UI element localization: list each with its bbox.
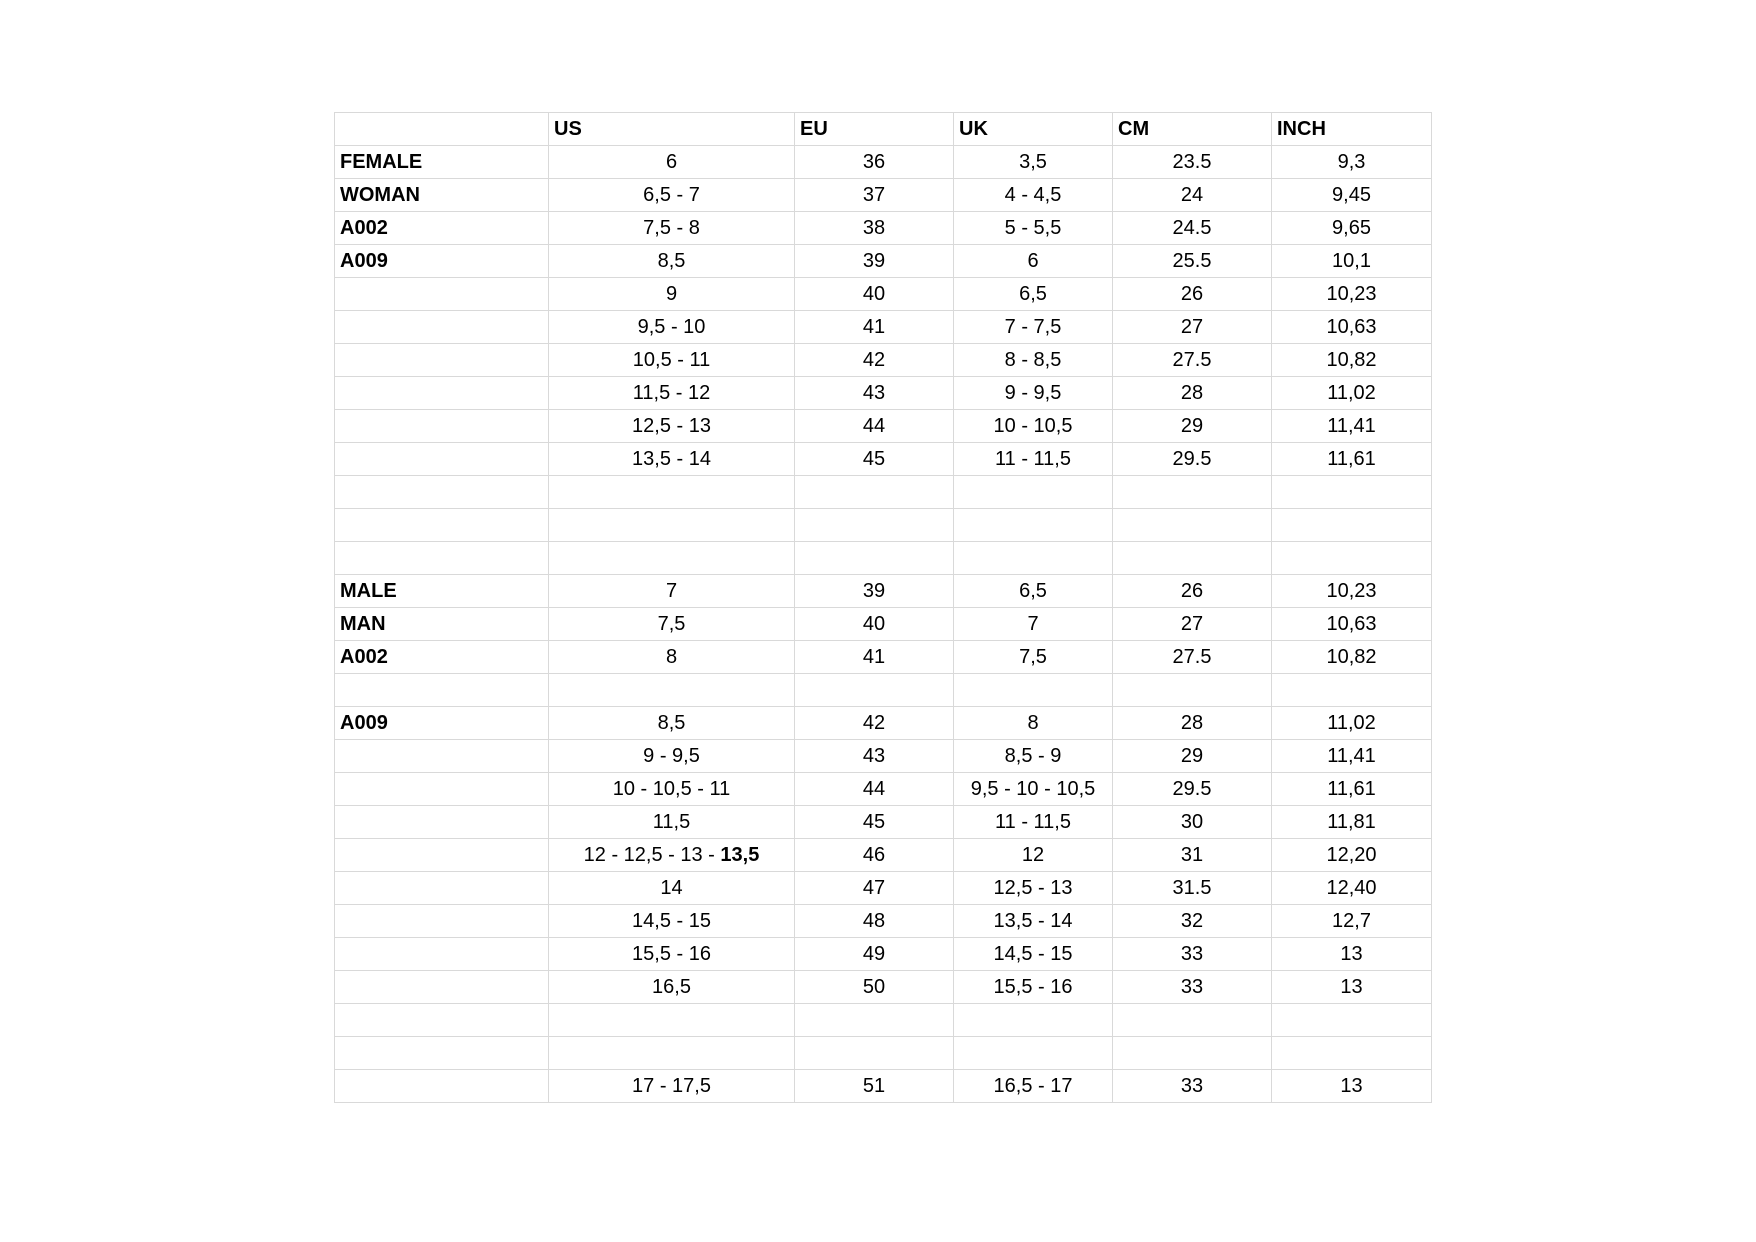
cell-eu: 50 <box>795 971 954 1004</box>
cell-uk: 14,5 - 15 <box>954 938 1113 971</box>
cell-cm <box>1113 1004 1272 1037</box>
cell-us <box>549 1004 795 1037</box>
cell-uk: 4 - 4,5 <box>954 179 1113 212</box>
cell-uk: 8,5 - 9 <box>954 740 1113 773</box>
table-row <box>335 971 1432 1004</box>
cell-uk: 9 - 9,5 <box>954 377 1113 410</box>
row-label: A009 <box>335 245 549 278</box>
cell-us <box>549 839 795 872</box>
row-label <box>335 674 549 707</box>
cell-inch: 12,40 <box>1272 872 1432 905</box>
row-label <box>335 344 549 377</box>
table-row <box>335 839 1432 872</box>
cell-cm: 29.5 <box>1113 773 1272 806</box>
table-row <box>335 410 1432 443</box>
cell-eu: 44 <box>795 773 954 806</box>
cell-uk: 11 - 11,5 <box>954 806 1113 839</box>
table-row <box>335 377 1432 410</box>
table-row <box>335 872 1432 905</box>
cell-eu: 39 <box>795 575 954 608</box>
table-row <box>335 575 1432 608</box>
cell-uk: 6,5 <box>954 575 1113 608</box>
cell-us <box>549 1037 795 1070</box>
cell-eu: 44 <box>795 410 954 443</box>
table-row <box>335 1070 1432 1103</box>
cell-cm: 24 <box>1113 179 1272 212</box>
cell-inch: 9,3 <box>1272 146 1432 179</box>
cell-us: 16,5 <box>549 971 795 1004</box>
cell-uk <box>954 476 1113 509</box>
cell-uk: 9,5 - 10 - 10,5 <box>954 773 1113 806</box>
cell-us: 17 - 17,5 <box>549 1070 795 1103</box>
cell-inch <box>1272 674 1432 707</box>
cell-cm: 32 <box>1113 905 1272 938</box>
table-row <box>335 674 1432 707</box>
cell-uk <box>954 1004 1113 1037</box>
cell-us: 10,5 - 11 <box>549 344 795 377</box>
cell-inch: 11,61 <box>1272 443 1432 476</box>
row-label <box>335 476 549 509</box>
table-row <box>335 641 1432 674</box>
cell-eu: 41 <box>795 311 954 344</box>
cell-eu: 38 <box>795 212 954 245</box>
row-label <box>335 542 549 575</box>
cell-inch <box>1272 1037 1432 1070</box>
cell-uk: 11 - 11,5 <box>954 443 1113 476</box>
cell-cm: 33 <box>1113 1070 1272 1103</box>
table-row <box>335 278 1432 311</box>
row-label <box>335 1070 549 1103</box>
cell-eu: 36 <box>795 146 954 179</box>
table-row <box>335 1004 1432 1037</box>
cell-uk: 6,5 <box>954 278 1113 311</box>
cell-cm <box>1113 1037 1272 1070</box>
cell-uk: 7 - 7,5 <box>954 311 1113 344</box>
row-label <box>335 971 549 1004</box>
table-row <box>335 938 1432 971</box>
cell-us: 7,5 - 8 <box>549 212 795 245</box>
row-label <box>335 740 549 773</box>
table-row <box>335 773 1432 806</box>
cell-eu: 49 <box>795 938 954 971</box>
cell-eu <box>795 1037 954 1070</box>
cell-uk: 5 - 5,5 <box>954 212 1113 245</box>
cell-inch: 10,23 <box>1272 575 1432 608</box>
cell-inch: 10,82 <box>1272 641 1432 674</box>
size-chart-body <box>335 146 1432 1103</box>
table-row <box>335 443 1432 476</box>
cell-uk: 12,5 - 13 <box>954 872 1113 905</box>
cell-us: 14 <box>549 872 795 905</box>
size-chart-header <box>335 113 1432 146</box>
cell-cm: 31 <box>1113 839 1272 872</box>
cell-us <box>549 674 795 707</box>
cell-us: 8,5 <box>549 245 795 278</box>
cell-cm: 27 <box>1113 608 1272 641</box>
cell-eu: 37 <box>795 179 954 212</box>
cell-inch: 9,45 <box>1272 179 1432 212</box>
table-row <box>335 179 1432 212</box>
header-cell-cm: CM <box>1113 113 1272 146</box>
table-row <box>335 1037 1432 1070</box>
cell-eu <box>795 1004 954 1037</box>
cell-eu <box>795 509 954 542</box>
cell-cm: 29.5 <box>1113 443 1272 476</box>
cell-text: 12 - 12,5 - 13 - <box>583 844 721 866</box>
cell-us: 8,5 <box>549 707 795 740</box>
cell-cm: 25.5 <box>1113 245 1272 278</box>
row-label: A002 <box>335 212 549 245</box>
cell-us: 9 <box>549 278 795 311</box>
cell-eu: 43 <box>795 377 954 410</box>
cell-uk: 7 <box>954 608 1113 641</box>
cell-inch: 10,82 <box>1272 344 1432 377</box>
cell-inch: 13 <box>1272 971 1432 1004</box>
header-row <box>335 113 1432 146</box>
header-cell-uk: UK <box>954 113 1113 146</box>
table-row <box>335 311 1432 344</box>
table-row <box>335 476 1432 509</box>
row-label <box>335 443 549 476</box>
table-row <box>335 245 1432 278</box>
cell-uk: 8 - 8,5 <box>954 344 1113 377</box>
cell-inch <box>1272 509 1432 542</box>
header-cell-inch: INCH <box>1272 113 1432 146</box>
cell-inch: 9,65 <box>1272 212 1432 245</box>
row-label <box>335 1004 549 1037</box>
cell-cm: 31.5 <box>1113 872 1272 905</box>
cell-us: 6 <box>549 146 795 179</box>
cell-cm: 33 <box>1113 971 1272 1004</box>
header-cell-label <box>335 113 549 146</box>
cell-eu <box>795 542 954 575</box>
cell-inch: 12,20 <box>1272 839 1432 872</box>
cell-eu <box>795 674 954 707</box>
cell-eu: 42 <box>795 344 954 377</box>
cell-eu: 47 <box>795 872 954 905</box>
cell-cm <box>1113 476 1272 509</box>
cell-inch: 10,23 <box>1272 278 1432 311</box>
table-row <box>335 608 1432 641</box>
cell-eu: 40 <box>795 608 954 641</box>
cell-inch: 13 <box>1272 1070 1432 1103</box>
cell-eu: 45 <box>795 806 954 839</box>
cell-cm: 27.5 <box>1113 344 1272 377</box>
row-label <box>335 509 549 542</box>
row-label <box>335 938 549 971</box>
row-label: MALE <box>335 575 549 608</box>
cell-eu: 39 <box>795 245 954 278</box>
cell-inch: 12,7 <box>1272 905 1432 938</box>
cell-us: 8 <box>549 641 795 674</box>
size-chart-table <box>334 112 1432 1103</box>
cell-cm: 30 <box>1113 806 1272 839</box>
table-row <box>335 905 1432 938</box>
row-label <box>335 278 549 311</box>
cell-uk <box>954 542 1113 575</box>
cell-uk: 16,5 - 17 <box>954 1070 1113 1103</box>
row-label <box>335 806 549 839</box>
row-label <box>335 839 549 872</box>
cell-uk: 13,5 - 14 <box>954 905 1113 938</box>
cell-eu: 51 <box>795 1070 954 1103</box>
cell-eu: 40 <box>795 278 954 311</box>
cell-eu: 41 <box>795 641 954 674</box>
cell-cm: 23.5 <box>1113 146 1272 179</box>
row-label: MAN <box>335 608 549 641</box>
cell-inch <box>1272 1004 1432 1037</box>
header-cell-us: US <box>549 113 795 146</box>
row-label <box>335 872 549 905</box>
cell-cm: 26 <box>1113 575 1272 608</box>
row-label <box>335 1037 549 1070</box>
cell-us <box>549 542 795 575</box>
cell-uk: 7,5 <box>954 641 1113 674</box>
cell-us <box>549 476 795 509</box>
cell-inch: 11,81 <box>1272 806 1432 839</box>
cell-us: 12,5 - 13 <box>549 410 795 443</box>
header-cell-eu: EU <box>795 113 954 146</box>
cell-inch: 11,41 <box>1272 410 1432 443</box>
cell-cm: 27.5 <box>1113 641 1272 674</box>
cell-us: 10 - 10,5 - 11 <box>549 773 795 806</box>
cell-cm: 33 <box>1113 938 1272 971</box>
cell-eu <box>795 476 954 509</box>
row-label <box>335 905 549 938</box>
cell-uk <box>954 1037 1113 1070</box>
cell-inch <box>1272 542 1432 575</box>
cell-cm <box>1113 674 1272 707</box>
cell-uk: 3,5 <box>954 146 1113 179</box>
cell-eu: 46 <box>795 839 954 872</box>
cell-uk: 12 <box>954 839 1113 872</box>
cell-uk: 15,5 - 16 <box>954 971 1113 1004</box>
cell-us <box>549 509 795 542</box>
cell-inch: 11,41 <box>1272 740 1432 773</box>
table-row <box>335 542 1432 575</box>
cell-cm: 26 <box>1113 278 1272 311</box>
cell-us: 7 <box>549 575 795 608</box>
table-row <box>335 707 1432 740</box>
table-row <box>335 740 1432 773</box>
cell-us: 11,5 <box>549 806 795 839</box>
cell-us: 13,5 - 14 <box>549 443 795 476</box>
table-row <box>335 212 1432 245</box>
cell-uk: 6 <box>954 245 1113 278</box>
cell-uk: 10 - 10,5 <box>954 410 1113 443</box>
row-label <box>335 410 549 443</box>
cell-cm: 29 <box>1113 410 1272 443</box>
cell-inch: 13 <box>1272 938 1432 971</box>
cell-us: 7,5 <box>549 608 795 641</box>
cell-inch: 11,02 <box>1272 377 1432 410</box>
cell-eu: 48 <box>795 905 954 938</box>
cell-inch: 10,63 <box>1272 608 1432 641</box>
cell-cm <box>1113 509 1272 542</box>
table-row <box>335 806 1432 839</box>
table-row <box>335 509 1432 542</box>
cell-inch: 10,63 <box>1272 311 1432 344</box>
cell-uk <box>954 509 1113 542</box>
row-label <box>335 377 549 410</box>
cell-inch <box>1272 476 1432 509</box>
cell-uk <box>954 674 1113 707</box>
cell-cm: 28 <box>1113 707 1272 740</box>
cell-us: 15,5 - 16 <box>549 938 795 971</box>
cell-inch: 11,61 <box>1272 773 1432 806</box>
table-row <box>335 146 1432 179</box>
cell-cm: 29 <box>1113 740 1272 773</box>
cell-cm: 28 <box>1113 377 1272 410</box>
cell-us: 6,5 - 7 <box>549 179 795 212</box>
row-label <box>335 773 549 806</box>
cell-eu: 42 <box>795 707 954 740</box>
row-label: WOMAN <box>335 179 549 212</box>
cell-inch: 10,1 <box>1272 245 1432 278</box>
table-row <box>335 344 1432 377</box>
cell-inch: 11,02 <box>1272 707 1432 740</box>
row-label: A002 <box>335 641 549 674</box>
cell-uk: 8 <box>954 707 1113 740</box>
cell-eu: 43 <box>795 740 954 773</box>
cell-cm: 24.5 <box>1113 212 1272 245</box>
cell-us: 14,5 - 15 <box>549 905 795 938</box>
cell-cm: 27 <box>1113 311 1272 344</box>
row-label: A009 <box>335 707 549 740</box>
cell-eu: 45 <box>795 443 954 476</box>
cell-cm <box>1113 542 1272 575</box>
cell-text-bold: 13,5 <box>720 844 760 866</box>
row-label: FEMALE <box>335 146 549 179</box>
row-label <box>335 311 549 344</box>
cell-us: 11,5 - 12 <box>549 377 795 410</box>
cell-us: 9 - 9,5 <box>549 740 795 773</box>
cell-us: 9,5 - 10 <box>549 311 795 344</box>
